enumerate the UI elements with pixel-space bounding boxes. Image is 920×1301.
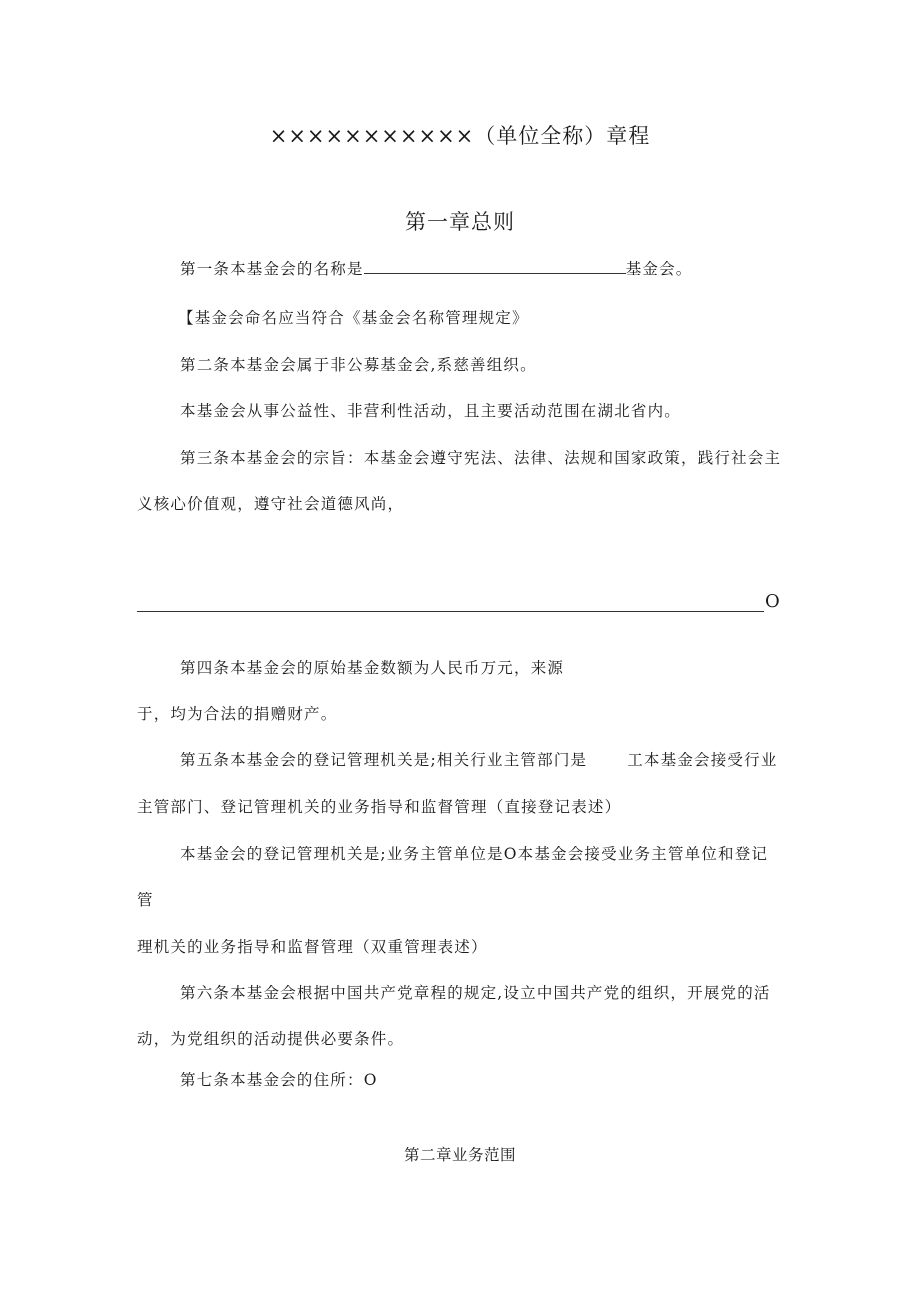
article-5-text-b: 工本基金会接受行业: [627, 751, 778, 769]
article-5-alt-line-2: 管: [137, 891, 154, 909]
naming-note: 【基金会命名应当符合《基金会名称管理规定》: [178, 309, 529, 327]
article-6-line-1: 第六条本基金会根据中国共产党章程的规定,设立中国共产党的组织，开展党的活: [180, 984, 771, 1002]
article-5-line-2: 主管部门、登记管理机关的业务指导和监督管理（直接登记表述）: [137, 798, 622, 816]
chapter-1-heading: 第一章总则: [405, 210, 515, 234]
article-1-suffix: 基金会。: [625, 260, 693, 278]
article-5-text-a: 第五条本基金会的登记管理机关是;相关行业主管部门是: [180, 751, 588, 769]
article-6-line-2: 动，为党组织的活动提供必要条件。: [137, 1030, 405, 1048]
article-4-line-1: 第四条本基金会的原始基金数额为人民币万元，来源: [180, 659, 565, 677]
article-3-line-2: 义核心价值观，遵守社会道德风尚，: [137, 495, 405, 513]
article-7: 第七条本基金会的住所：O: [180, 1071, 378, 1089]
article-1: [180, 262, 693, 278]
article-5-line-1: [180, 753, 778, 769]
article-4-line-2: 于，均为合法的捐赠财产。: [137, 705, 338, 723]
article-5-alt-line-1: 本基金会的登记管理机关是;业务主管单位是O本基金会接受业务主管单位和登记: [180, 845, 769, 863]
name-blank-line: [364, 272, 626, 274]
article-3-line-1: 第三条本基金会的宗旨：本基金会遵守宪法、法律、法规和国家政策，践行社会主: [180, 449, 782, 467]
chapter-2-heading: 第二章业务范围: [403, 1146, 516, 1164]
article-2-scope: 本基金会从事公益性、非营利性活动，且主要活动范围在湖北省内。: [180, 402, 682, 420]
purpose-end-mark: O: [765, 591, 780, 612]
article-5-alt-line-3: 理机关的业务指导和监督管理（双重管理表述）: [137, 938, 488, 956]
purpose-blank-line: [137, 611, 764, 612]
article-2: 第二条本基金会属于非公募基金会,系慈善组织。: [180, 356, 537, 374]
document-title: ×××××××××××（单位全称）章程: [269, 124, 651, 148]
article-1-text: 第一条本基金会的名称是: [180, 260, 364, 278]
